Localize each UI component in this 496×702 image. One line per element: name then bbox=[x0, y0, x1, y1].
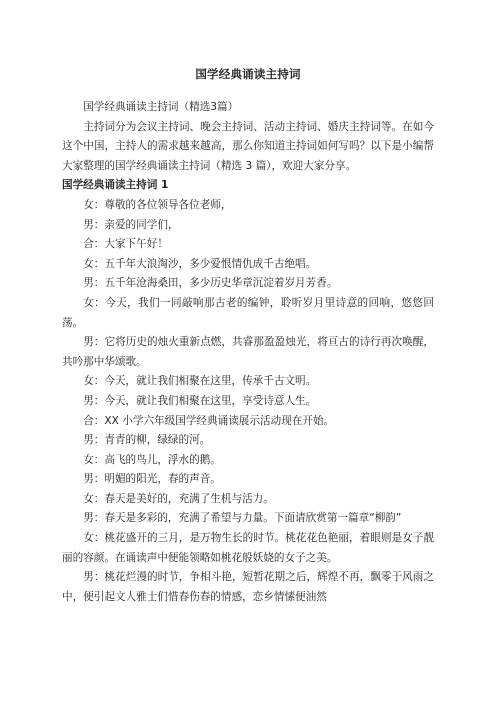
script-line: 女：五千年大浪淘沙，多少爱恨情仇成千古绝唱。 bbox=[83, 257, 317, 270]
script-line: 男：它将历史的烛火重新点燃，共睿那盈盈烛光，将亘古的诗行再次唤醒，共吟那中华颂歌。 bbox=[62, 336, 434, 368]
script-line: 女：高飞的鸟儿，浮水的鹅。 bbox=[83, 453, 221, 466]
script-line: 合：XX 小学六年级国学经典诵读展示活动现在开始。 bbox=[83, 414, 335, 427]
script-line: 男：青青的柳，绿绿的河。 bbox=[83, 434, 211, 447]
script-line: 合：大家下午好！ bbox=[83, 238, 168, 251]
intro-subtitle: 国学经典诵读主持词（精选3篇） bbox=[83, 101, 239, 113]
script-line: 女：桃花盛开的三月，是万物生长的时节。桃花花色艳丽，着眼则是女子靓丽的容颜。在诵读声中便能领略如桃花般妖娆的女子之美。 bbox=[62, 532, 434, 564]
script-line: 男：五千年沧海桑田，多少历史华章沉淀着岁月芳香。 bbox=[83, 277, 338, 290]
script-line: 男：桃花烂漫的时节，争相斗艳，短暂花期之后，辉煌不再，飘零于风雨之中，便引起文人雅士们惜春伤春的情感，恋乡情愫便油然 bbox=[62, 571, 434, 603]
script-line: 男：明媚的阳光，春的声音。 bbox=[83, 473, 221, 486]
script-line: 男：今天，就让我们相聚在这里，享受诗意人生。 bbox=[83, 394, 317, 407]
section-heading: 国学经典诵读主持词 1 bbox=[62, 179, 169, 192]
document-title: 国学经典诵读主持词 bbox=[195, 67, 301, 81]
intro-paragraph: 主持词分为会议主持词、晚会主持词、活动主持词、婚庆主持词等。在如今这个中国，主持人的需求越来越高，那么你知道主持词如何写吗？以下是小编帮大家整理的国学经典诵读主持词（精选 3 篇），欢迎大家分享。 bbox=[62, 120, 434, 172]
script-line: 男：春天是多彩的，充满了希望与力量。下面请欣赏第一篇章“柳韵” bbox=[83, 512, 402, 525]
script-line: 女：尊敬的各位领导各位老师， bbox=[83, 198, 232, 211]
script-line: 女：春天是美好的，充满了生机与活力。 bbox=[83, 492, 274, 505]
script-line: 男：亲爱的同学们， bbox=[83, 218, 179, 231]
script-line: 女：今天，就让我们相聚在这里，传承千古文明。 bbox=[83, 375, 317, 388]
script-line: 女：今天，我们一同敲响那古老的编钟，聆听岁月里诗意的回响，悠悠回荡。 bbox=[62, 296, 434, 329]
